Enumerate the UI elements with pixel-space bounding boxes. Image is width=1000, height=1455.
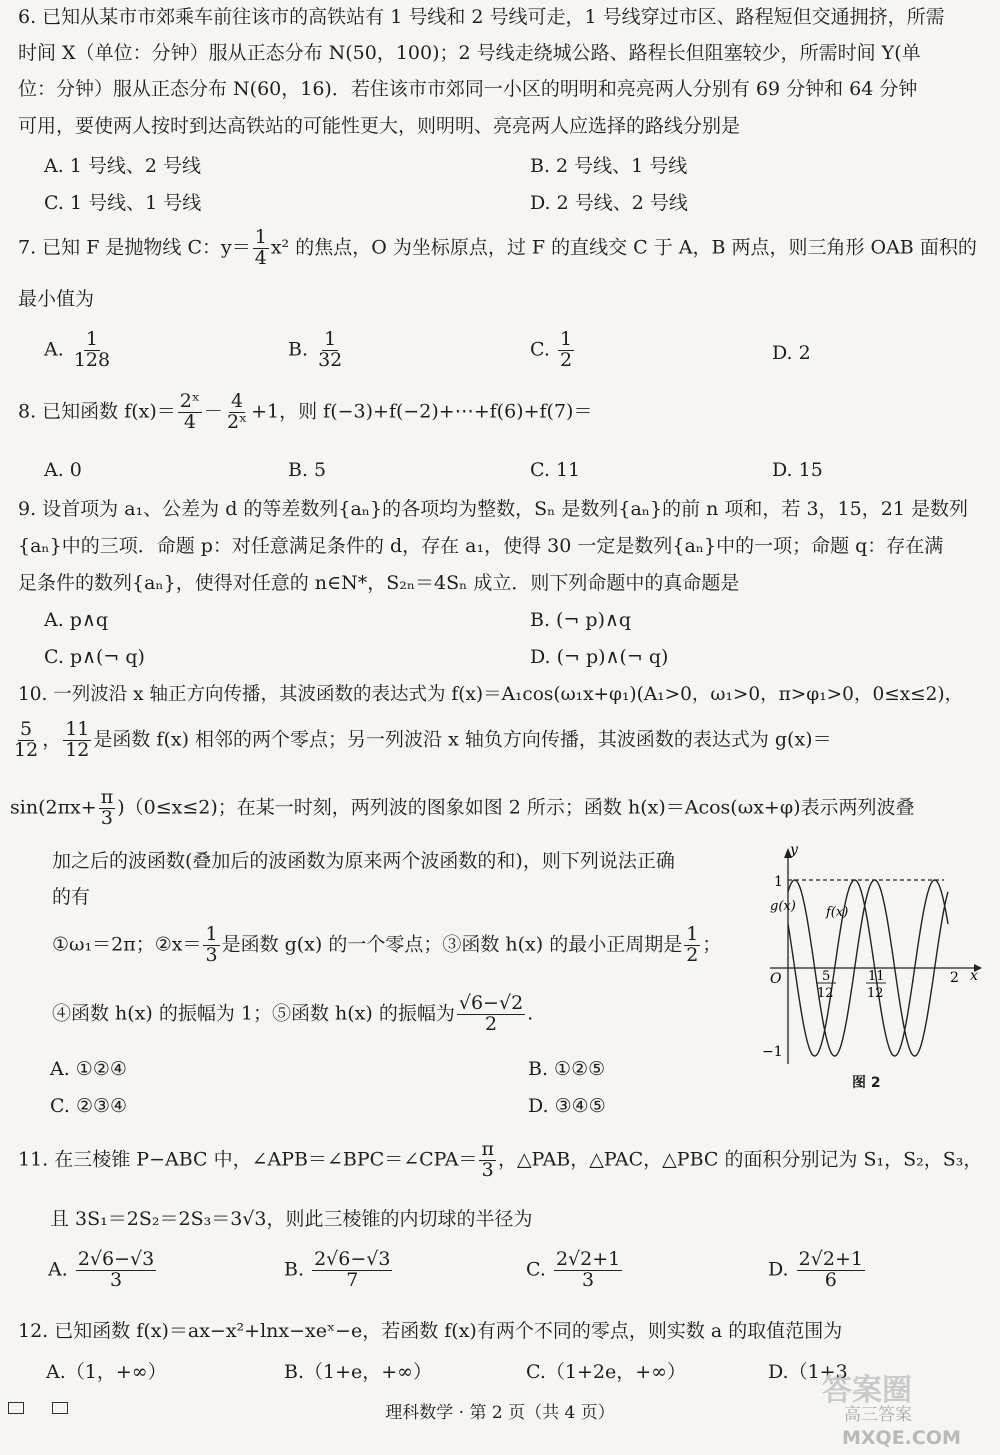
q10-frac-1-2-den: 2	[686, 943, 699, 966]
q10-frac-1-3	[203, 925, 219, 966]
q11-option-c-num: 2√2+1	[555, 1248, 621, 1270]
q11-option-d-label: D.	[768, 1258, 789, 1281]
q6-option-c: C. 1 号线、1 号线	[44, 192, 202, 214]
q11-option-c	[526, 1250, 624, 1291]
q10-frac-amplitude	[457, 994, 525, 1035]
page-footer: 理科数学 · 第 2 页（共 4 页）	[385, 1403, 615, 1423]
q7-line-2: 最小值为	[18, 288, 95, 310]
q10-sep: ，	[42, 728, 62, 751]
x-tick-5-12-den: 12	[817, 986, 834, 1001]
q7-option-b	[288, 330, 346, 371]
q9-line-2: {aₙ}中的三项．命题 p：对任意满足条件的 d，存在 a₁，使得 30 一定是数列{aₙ}中的一项；命题 q：存在满	[18, 535, 944, 557]
q10-line-1: 10. 一列波沿 x 轴正方向传播，其波函数的表达式为 f(x)＝A₁cos(ω₁x+φ₁)(A₁>0，ω₁>0，π>φ₁>0，0≤x≤2)，	[18, 684, 964, 705]
q8-prefix: 8. 已知函数 f(x)＝	[18, 400, 176, 423]
q11-frac-pi-3	[479, 1140, 496, 1181]
q7-fraction	[253, 228, 269, 269]
q11-option-a	[48, 1250, 158, 1291]
wave-graph	[748, 842, 988, 1092]
q10-frac-pi-3-den: 3	[100, 806, 113, 829]
q10-frac-1-2-num: 1	[686, 923, 699, 945]
y-label: y	[790, 842, 798, 858]
q7-option-c-frac	[558, 330, 574, 371]
q11-line-1-b: ，△PAB，△PAC，△PBC 的面积分别记为 S₁，S₂，S₃，	[497, 1148, 983, 1171]
q8-frac-2-num: 4	[230, 390, 244, 412]
q9-option-b: B. (¬ p)∧q	[530, 609, 632, 631]
q10-frac-11-12-den: 12	[65, 738, 90, 761]
q9-option-a: A. p∧q	[44, 609, 109, 631]
q7-option-a-den: 128	[73, 348, 111, 371]
q7-option-c	[530, 330, 576, 371]
figure-2	[748, 842, 988, 1092]
q11-line-1	[18, 1140, 982, 1181]
q6-line-2: 时间 X（单位：分钟）服从正态分布 N(50，100)；2 号线走绕城公路、路程长但阻塞较少，所需时间 Y(单	[18, 42, 921, 64]
q9-option-c: C. p∧(¬ q)	[44, 646, 145, 668]
q8-minus: －	[203, 400, 223, 423]
q10-frac-11-12-num: 11	[65, 718, 90, 740]
q7-option-a	[44, 330, 114, 371]
q11-option-c-frac	[554, 1250, 622, 1291]
q8-frac-1-den: 4	[183, 410, 196, 433]
q8-line-1	[18, 392, 592, 433]
watermark-text-3: MXQE.COM	[842, 1427, 961, 1448]
q12-option-c: C.（1+2e，+∞）	[526, 1361, 686, 1383]
q10-frac-5-12-den: 12	[14, 738, 39, 761]
y-tick-1: 1	[774, 874, 783, 890]
q10-frac-1-2	[684, 925, 700, 966]
q9-line-3: 足条件的数列{aₙ}，使得对任意的 n∈N*，S₂ₙ＝4Sₙ 成立．则下列命题中的真命题是	[18, 572, 740, 594]
q7-option-a-num: 1	[85, 328, 98, 350]
watermark-logo	[802, 1360, 982, 1448]
q7-option-a-frac	[72, 330, 112, 371]
q12-line-1: 12. 已知函数 f(x)＝ax−x²+lnx−xeˣ−e，若函数 f(x)有两个不同的零点，则实数 a 的取值范围为	[18, 1320, 843, 1342]
q11-option-d-num: 2√2+1	[798, 1248, 863, 1270]
q8-option-c: C. 11	[530, 459, 581, 481]
q10-line-6-a: ①ω₁＝2π；②x＝	[52, 933, 202, 956]
q11-option-b-num: 2√6−√3	[314, 1248, 391, 1270]
q12-option-b: B.（1+e，+∞）	[284, 1361, 433, 1383]
f-label: f(x)	[826, 905, 849, 920]
q10-frac-pi-3	[99, 788, 116, 829]
q10-frac-11-12	[63, 720, 91, 761]
q11-option-b	[284, 1250, 394, 1291]
q7-option-b-frac	[316, 330, 344, 371]
q7-option-b-label: B.	[288, 338, 309, 361]
q10-line-4: 加之后的波函数(叠加后的波函数为原来两个波函数的和)，则下列说法正确	[52, 850, 675, 872]
q10-option-d: D. ③④⑤	[528, 1095, 606, 1117]
q10-frac-1-3-num: 1	[205, 923, 218, 945]
q8-frac-1-num: 2ˣ	[179, 390, 200, 412]
q7-text-a: 7. 已知 F 是抛物线 C：y＝	[18, 236, 251, 259]
q8-frac-2-den: 2ˣ	[226, 410, 248, 433]
q11-option-d-den: 6	[824, 1268, 837, 1291]
q7-frac-num: 1	[254, 226, 267, 248]
q11-option-d-frac	[797, 1250, 865, 1291]
q10-line-3	[10, 788, 915, 829]
q8-frac-2	[225, 392, 249, 433]
q11-line-1-a: 11. 在三棱锥 P−ABC 中，∠APB＝∠BPC＝∠CPA＝	[18, 1148, 478, 1171]
q10-frac-5-12	[12, 720, 40, 761]
q8-suffix: +1，则 f(−3)+f(−2)+⋯+f(6)+f(7)＝	[251, 400, 593, 423]
q10-line-6-c: ；	[702, 933, 722, 956]
q11-option-a-label: A.	[48, 1258, 68, 1281]
q9-option-d: D. (¬ p)∧(¬ q)	[530, 646, 669, 668]
q7-line-1	[18, 228, 977, 269]
q7-option-d-label: D.	[772, 342, 793, 364]
figure-caption: 图 2	[852, 1075, 881, 1091]
q6-option-a: A. 1 号线、2 号线	[44, 155, 202, 177]
q7-option-a-label: A.	[44, 338, 64, 361]
q7-option-b-den: 32	[318, 348, 343, 371]
q7-text-b: x² 的焦点，O 为坐标原点，过 F 的直线交 C 于 A，B 两点，则三角形 OAB 面积的	[270, 236, 977, 259]
q10-line-6-b: 是函数 g(x) 的一个零点；③函数 h(x) 的最小正周期是	[221, 933, 683, 956]
x-tick-2: 2	[950, 970, 959, 986]
q10-line-2	[10, 720, 832, 761]
q6-line-1: 6. 已知从某市市郊乘车前往该市的高铁站有 1 号线和 2 号线可走，1 号线穿过市区、路程短但交通拥挤，所需	[18, 6, 945, 28]
q10-frac-pi-3-num: π	[100, 786, 114, 808]
q10-option-c: C. ②③④	[50, 1095, 128, 1117]
q11-line-2: 且 3S₁＝2S₂＝2S₃＝3√3，则此三棱锥的内切球的半径为	[50, 1208, 533, 1230]
q11-option-c-den: 3	[582, 1268, 595, 1291]
q10-line-7-a: ④函数 h(x) 的振幅为 1；⑤函数 h(x) 的振幅为	[52, 1002, 455, 1025]
q6-option-d: D. 2 号线、2 号线	[530, 192, 688, 214]
x-tick-11-12-den: 12	[867, 986, 884, 1001]
g-label: g(x)	[770, 899, 796, 914]
q6-option-b: B. 2 号线、1 号线	[530, 155, 688, 177]
q11-option-a-num: 2√6−√3	[77, 1248, 155, 1270]
q10-option-a: A. ①②④	[50, 1058, 127, 1080]
q12-option-d: D.（1+3	[768, 1361, 848, 1383]
watermark-text-1: 答案圈	[822, 1373, 912, 1408]
x-tick-11-12-num: 11	[868, 969, 885, 984]
q12-option-a: A.（1，+∞）	[46, 1361, 167, 1383]
q9-line-1: 9. 设首项为 a₁、公差为 d 的等差数列{aₙ}的各项均为整数，Sₙ 是数列{aₙ}的前 n 项和，若 3，15，21 是数列	[18, 498, 968, 520]
q10-line-7	[52, 994, 533, 1035]
watermark-text-2: 高三答案	[844, 1405, 912, 1425]
q8-option-d: D. 15	[772, 459, 823, 481]
x-tick-5-12-num: 5	[822, 969, 831, 984]
q10-option-b: B. ①②⑤	[528, 1058, 606, 1080]
q11-frac-den: 3	[481, 1158, 494, 1181]
q7-option-c-den: 2	[559, 348, 573, 371]
y-tick-neg-1: −1	[762, 1044, 783, 1060]
q10-line-7-b: .	[527, 1002, 534, 1025]
q11-frac-num: π	[481, 1138, 494, 1160]
x-label: x	[970, 968, 978, 984]
q7-option-b-num: 1	[324, 328, 337, 350]
q7-option-c-label: C.	[530, 338, 550, 361]
q10-line-3-b: )（0≤x≤2)；在某一时刻，两列波的图象如图 2 所示；函数 h(x)＝Acos(ωx+φ)表示两列波叠	[117, 796, 915, 819]
q11-option-d	[768, 1250, 867, 1291]
q11-option-b-frac	[312, 1250, 392, 1291]
q10-line-2-rest: 是函数 f(x) 相邻的两个零点；另一列波沿 x 轴负方向传播，其波函数的表达式为 g(x)＝	[93, 728, 832, 751]
q6-line-3: 位：分钟）服从正态分布 N(60，16)．若住该市市郊同一小区的明明和亮亮两人分别有 69 分钟和 64 分钟	[18, 78, 918, 100]
q6-line-4: 可用，要使两人按时到达高铁站的可能性更大，则明明、亮亮两人应选择的路线分别是	[18, 115, 741, 137]
q8-option-a: A. 0	[44, 459, 82, 481]
q7-frac-den: 4	[254, 246, 267, 269]
q10-line-5: 的有	[52, 886, 91, 908]
q8-option-b: B. 5	[288, 459, 327, 481]
q10-frac-amplitude-den: 2	[484, 1012, 498, 1035]
q11-option-a-den: 3	[109, 1268, 123, 1291]
q11-option-b-label: B.	[284, 1258, 305, 1281]
q10-frac-5-12-num: 5	[20, 718, 33, 740]
q11-option-c-label: C.	[526, 1258, 546, 1281]
q11-option-b-den: 7	[346, 1268, 359, 1291]
watermark-icon	[802, 1360, 982, 1448]
origin-label: O	[770, 971, 782, 987]
q7-option-d-text: 2	[798, 342, 811, 364]
q10-line-6	[52, 925, 721, 966]
q7-option-c-num: 1	[559, 328, 573, 350]
q10-line-3-a: sin(2πx+	[10, 796, 97, 819]
q10-frac-amplitude-num: √6−√2	[458, 992, 524, 1014]
q8-frac-1	[178, 392, 202, 433]
q7-option-d	[772, 342, 811, 364]
q10-frac-1-3-den: 3	[205, 943, 218, 966]
q11-option-a-frac	[76, 1250, 156, 1291]
